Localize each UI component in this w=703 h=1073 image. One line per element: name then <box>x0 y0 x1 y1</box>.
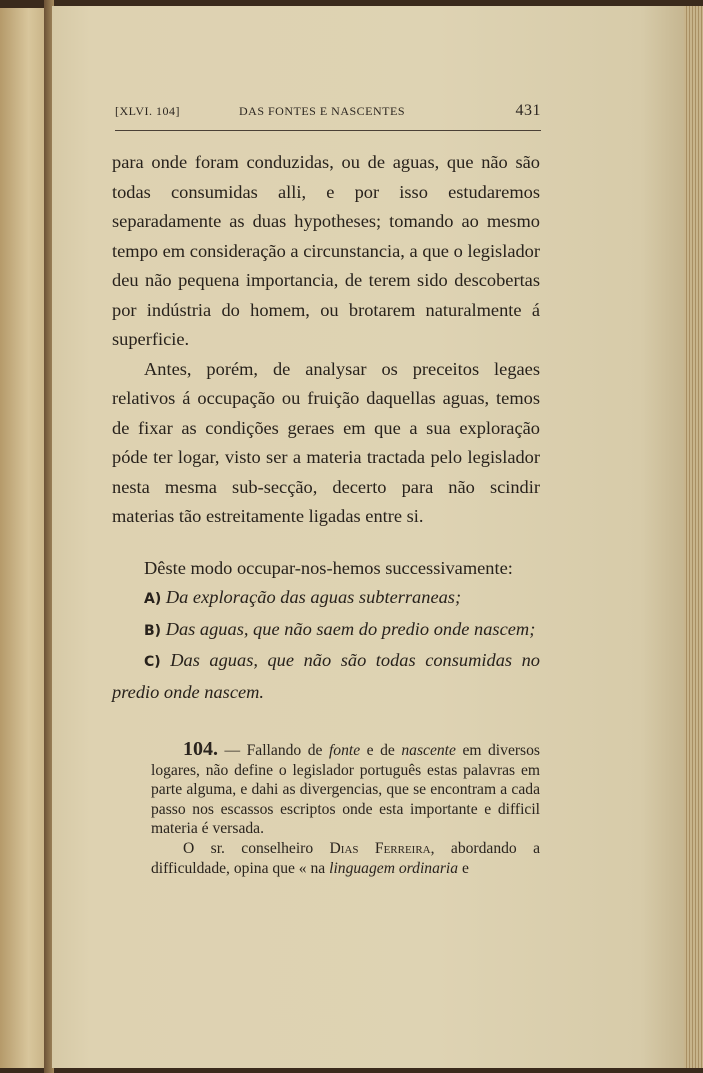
list-marker: C) <box>144 654 161 670</box>
text-run: e <box>458 859 469 877</box>
section-number: 104. <box>183 738 218 760</box>
paragraph-2: Antes, porém, de analysar os preceitos legaes relativos á occupação ou fruição daquellas aguas, temos de fixar as condições geraes em que a sua exploração póde ter logar, visto ser a materia tractada pelo legislador nesta mesma sub-secção, decerto para não scindir materias tão estreitamente ligadas entre si. <box>112 358 540 526</box>
list-item-b <box>112 615 540 647</box>
page-stack-edge <box>684 6 703 1068</box>
header-rule <box>115 130 541 131</box>
header-title: DAS FONTES E NASCENTES <box>239 104 406 118</box>
list-marker: B) <box>144 622 162 639</box>
paragraph-3: Dêste modo occupar-nos-hemos successivamente: <box>144 557 513 578</box>
list-marker: A) <box>144 591 162 607</box>
term-nascente: nascente <box>401 742 456 759</box>
page-number: 431 <box>515 102 541 119</box>
running-header <box>115 104 541 126</box>
section-paragraph-1 <box>151 740 540 839</box>
term-fonte: fonte <box>328 742 361 759</box>
header-section-ref: [XLVI. 104] <box>115 104 181 118</box>
author-name: Dias Ferreira <box>329 839 431 857</box>
term-linguagem: linguagem ordinaria <box>329 859 459 877</box>
text-run: e de <box>360 742 402 759</box>
list-text: Das aguas, que não são todas consumidas no predio onde nascem. <box>112 650 540 702</box>
list-text: Da exploração das aguas subterraneas; <box>165 587 462 607</box>
list-item-c <box>112 646 540 707</box>
text-run: em diversos logares, não define o legislador português estas palavras em parte alguma, e dahi as divergencias, que se encontram a cada passo nos escassos escriptos onde esta importante e difficil materia é versada. <box>151 742 540 838</box>
paragraph-1: para onde foram conduzidas, ou de aguas, que não são todas consumidas alli, e por isso estudaremos separadamente as duas hypotheses; tomando ao mesmo tempo em consideração a circunstancia, a que o legislador deu não pequena importancia, de terem sido descobertas por indústria do homem, ou brotarem naturalmente á superficie. <box>112 152 540 349</box>
section-104 <box>151 740 540 878</box>
main-text <box>112 148 540 707</box>
text-run: , abordando a difficuldade, opina que « na <box>151 839 541 877</box>
list-item-a <box>112 583 540 615</box>
text-run: O sr. conselheiro <box>183 839 330 857</box>
list-text: Das aguas, que não saem do predio onde nascem; <box>165 618 536 639</box>
section-paragraph-2 <box>151 839 540 878</box>
text-run: — Fallando de <box>218 742 329 759</box>
